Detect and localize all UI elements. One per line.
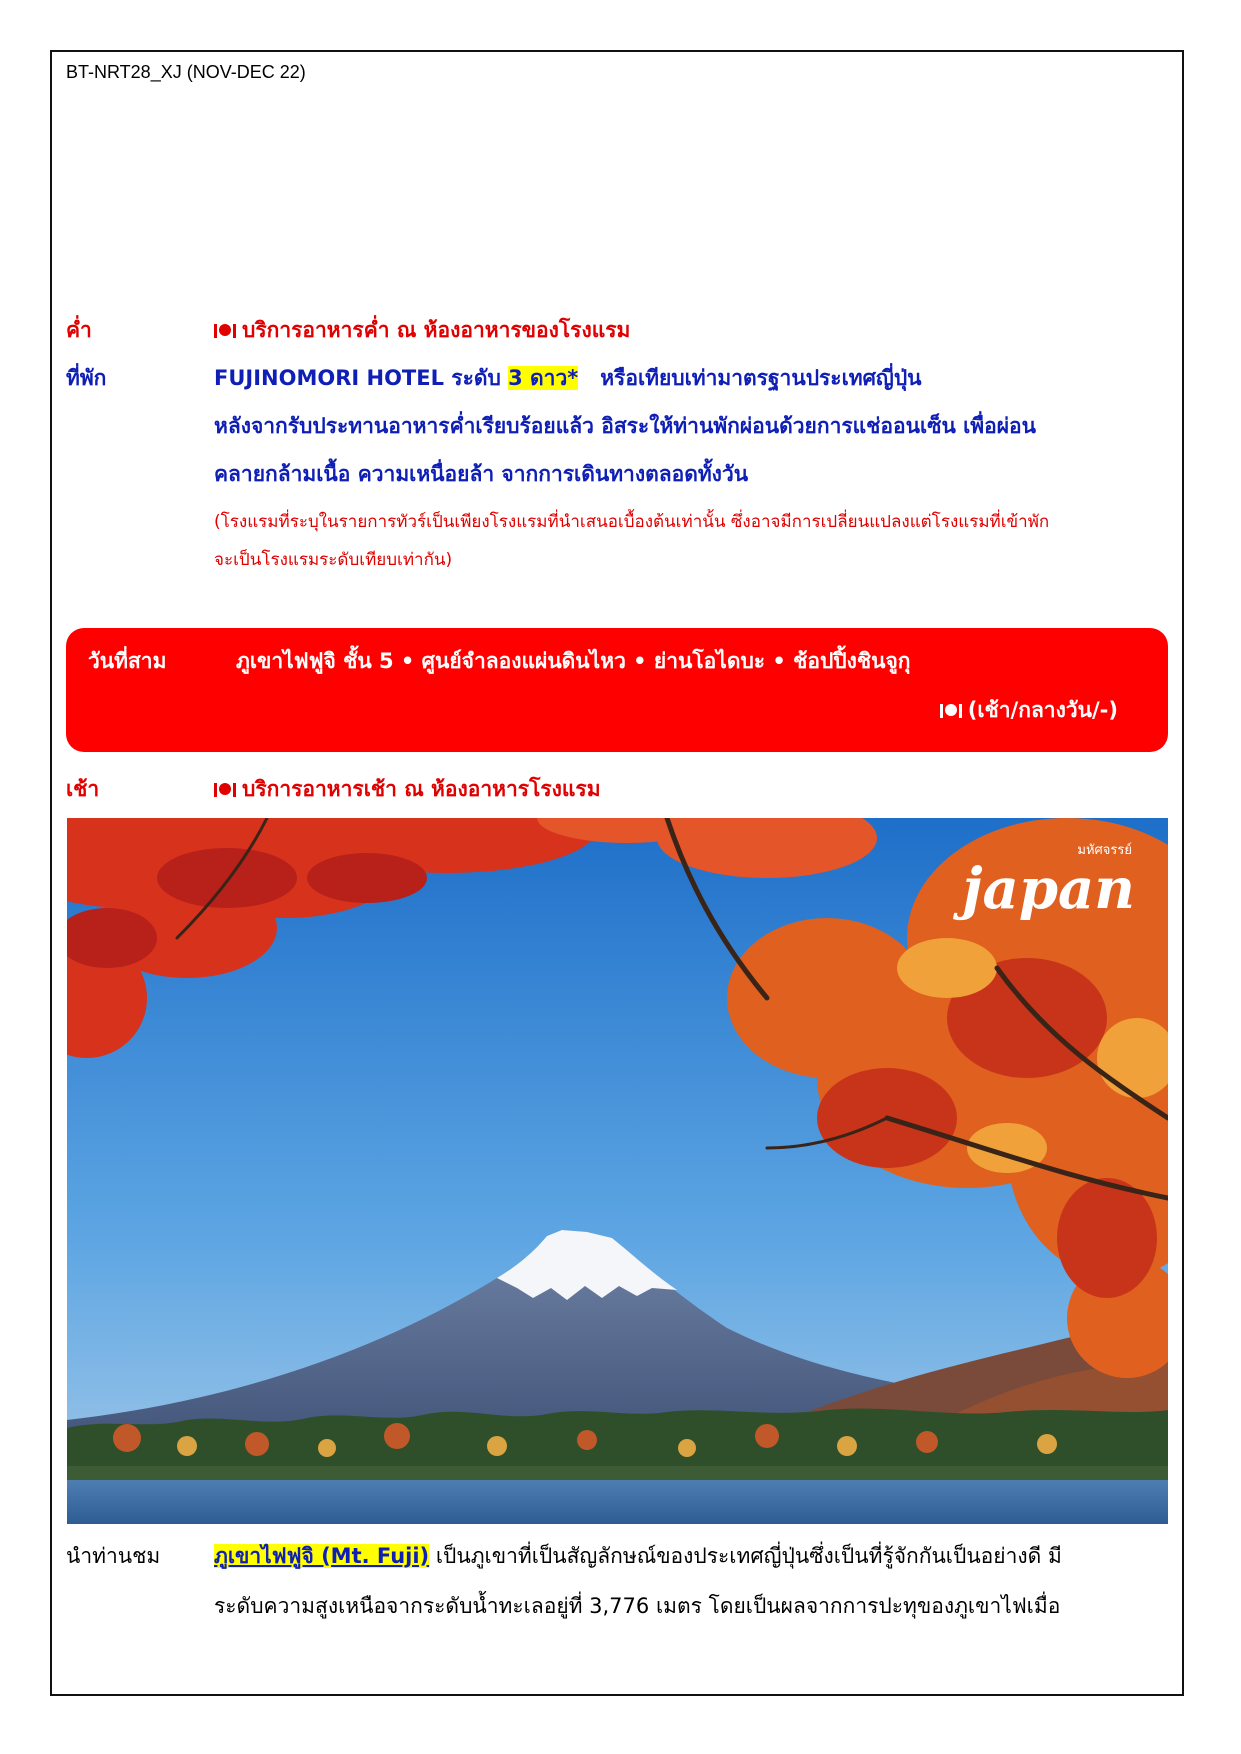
dish-icon [940,704,962,718]
breakfast-label: เช้า [66,777,100,801]
visit-line1-rest: เป็นภูเขาที่เป็นสัญลักษณ์ของประเทศญี่ปุ่นซึ่งเป็นที่รู้จักกันเป็นอย่างดี มี [429,1544,1062,1568]
hotel-name: FUJINOMORI HOTEL ระดับ [214,366,501,390]
hotel-stars: 3 ดาว* [508,366,579,390]
hotel-standard: หรือเทียบเท่ามาตรฐานประเทศญี่ปุ่น [600,366,922,390]
hotel-desc-line2: คลายกล้ามเนื้อ ความเหนื่อยล้า จากการเดินทางตลอดทั้งวัน [214,462,749,486]
breakfast-line [214,773,601,806]
visit-label: นำท่านชม [66,1544,161,1568]
dinner-label: ค่ำ [66,318,92,342]
document-code: BT-NRT28_XJ (NOV-DEC 22) [66,62,306,82]
watermark-small: มหัศจรรย์ [1077,843,1132,858]
visit-line1 [214,1540,1062,1573]
hotel-note-line2: จะเป็นโรงแรมระดับเทียบเท่ากัน) [214,550,453,570]
hotel-name-line [214,362,922,395]
day-meals-text: (เช้า/กลางวัน/-) [967,698,1118,722]
hotel-note-line1: (โรงแรมที่ระบุในรายการทัวร์เป็นเพียงโรงแรมที่นำเสนอเบื้องต้นเท่านั้น ซึ่งอาจมีการเปลี่ยนแปลงแต่โรงแรมที่เข้าพัก [214,512,1050,532]
hotel-label: ที่พัก [66,366,107,390]
breakfast-text: บริการอาหารเช้า ณ ห้องอาหารโรงแรม [242,777,601,801]
dish-icon [214,783,236,797]
day-banner [66,628,1168,752]
mt-fuji-highlight: ภูเขาไฟฟูจิ (Mt. Fuji) [214,1544,430,1568]
dinner-line [214,314,630,347]
day-route: ภูเขาไฟฟูจิ ชั้น 5 • ศูนย์จำลองแผ่นดินไหว • ย่านโอไดบะ • ช้อปปิ้งชินจูกุ [236,649,911,673]
watermark-logo: japan [962,856,1135,922]
dinner-text: บริการอาหารค่ำ ณ ห้องอาหารของโรงแรม [242,318,631,342]
hotel-desc-line1: หลังจากรับประทานอาหารค่ำเรียบร้อยแล้ว อิสระให้ท่านพักผ่อนด้วยการแช่ออนเซ็น เพื่อผ่อน [214,414,1037,438]
day-meals [940,694,1118,727]
mt-fuji-photo [67,818,1168,1524]
dish-icon [214,324,236,338]
day-label: วันที่สาม [88,649,167,673]
visit-line2: ระดับความสูงเหนือจากระดับน้ำทะเลอยู่ที่ 3,776 เมตร โดยเป็นผลจากการปะทุของภูเขาไฟเมื่อ [214,1594,1061,1618]
